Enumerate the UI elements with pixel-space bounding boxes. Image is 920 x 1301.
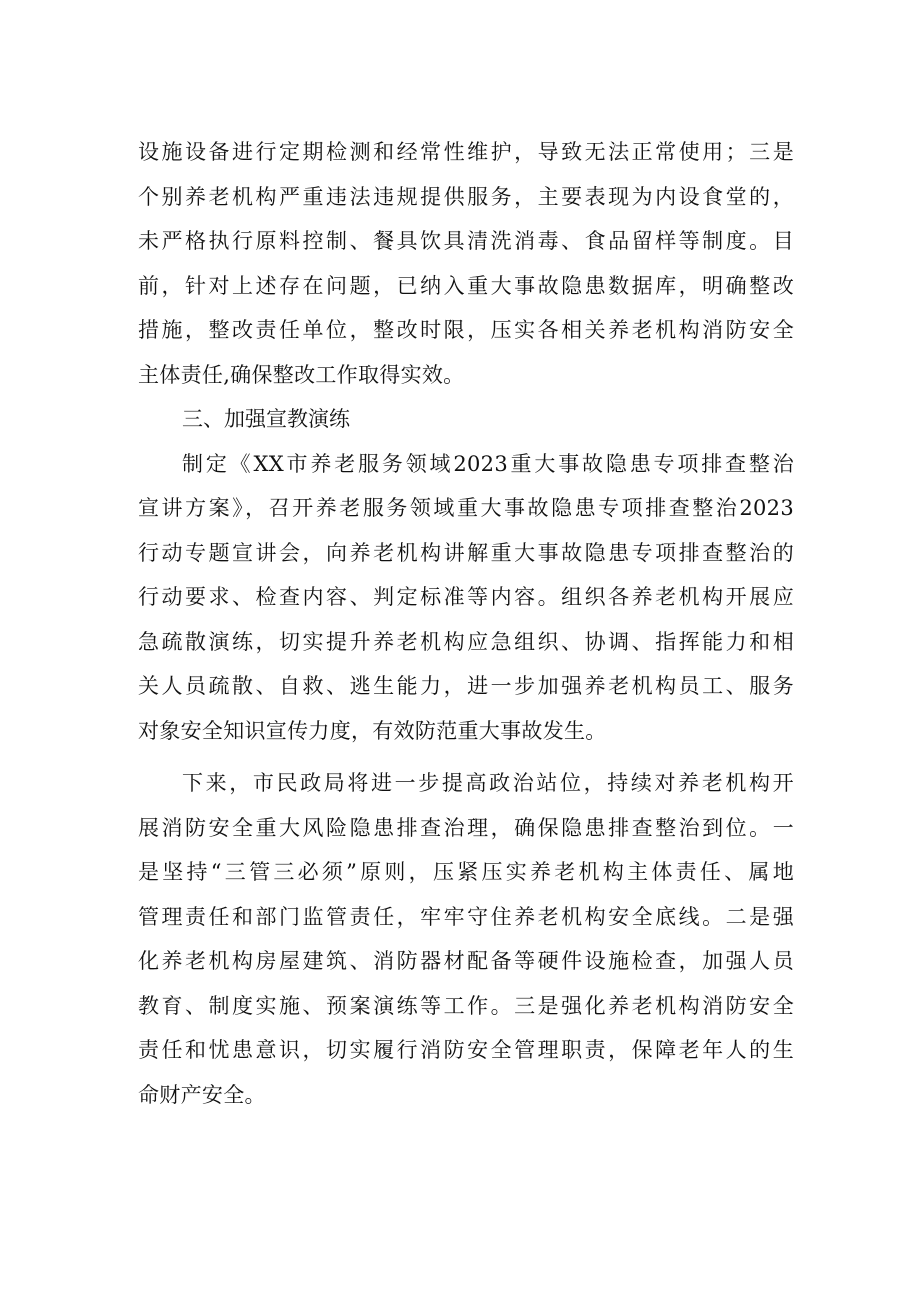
text-line: 未严格执行原料控制、餐具饮具清洗消毒、食品留样等制度。目	[138, 229, 794, 253]
text-line: 前，针对上述存在问题，已纳入重大事故隐患数据库，明确整改	[138, 273, 794, 298]
text-line: 是坚持“三管三必须”原则，压紧压实养老机构主体责任、属地	[138, 860, 794, 884]
paragraph-next-steps	[138, 761, 794, 1117]
text-line: 个别养老机构严重违法违规提供服务，主要表现为内设食堂的，	[138, 184, 794, 209]
text-line: 主体责任,确保整改工作取得实效。	[138, 362, 465, 387]
text-line: 急疏散演练，切实提升养老机构应急组织、协调、指挥能力和相	[138, 629, 794, 654]
section-heading-3: 三、加强宣教演练	[182, 407, 350, 431]
paragraph-gap	[138, 753, 794, 761]
paragraph-hidden-hazards-rectification	[138, 130, 794, 397]
text-line: 设施设备进行定期检测和经常性维护，导致无法正常使用；三是	[138, 140, 794, 164]
text-line: 关人员疏散、自救、逃生能力，进一步加强养老机构员工、服务	[138, 674, 794, 698]
text-line: 制定《XX市养老服务领域2023重大事故隐患专项排查整治	[182, 451, 794, 476]
text-line: 化养老机构房屋建筑、消防器材配备等硬件设施检查，加强人员	[138, 949, 794, 973]
text-line: 措施，整改责任单位，整改时限，压实各相关养老机构消防安全	[138, 318, 794, 342]
text-line: 教育、制度实施、预案演练等工作。三是强化养老机构消防安全	[138, 993, 794, 1018]
text-line: 行动专题宣讲会，向养老机构讲解重大事故隐患专项排查整治的	[138, 540, 794, 565]
text-line: 行动要求、检查内容、判定标准等内容。组织各养老机构开展应	[138, 585, 794, 609]
text-line: 展消防安全重大风险隐患排查治理，确保隐患排查整治到位。一	[138, 815, 794, 840]
text-line: 命财产安全。	[138, 1082, 266, 1107]
text-line: 下来，市民政局将进一步提高政治站位，持续对养老机构开	[182, 771, 794, 795]
text-line: 对象安全知识宣传力度，有效防范重大事故发生。	[138, 718, 607, 743]
text-line: 管理责任和部门监管责任，牢牢守住养老机构安全底线。二是强	[138, 904, 794, 929]
document-body	[138, 130, 794, 1117]
paragraph-publicity-drills	[138, 442, 794, 754]
text-line: 宣讲方案》，召开养老服务领域重大事故隐患专项排查整治2023	[138, 496, 794, 520]
text-line: 责任和忧患意识，切实履行消防安全管理职责，保障老年人的生	[138, 1038, 794, 1062]
